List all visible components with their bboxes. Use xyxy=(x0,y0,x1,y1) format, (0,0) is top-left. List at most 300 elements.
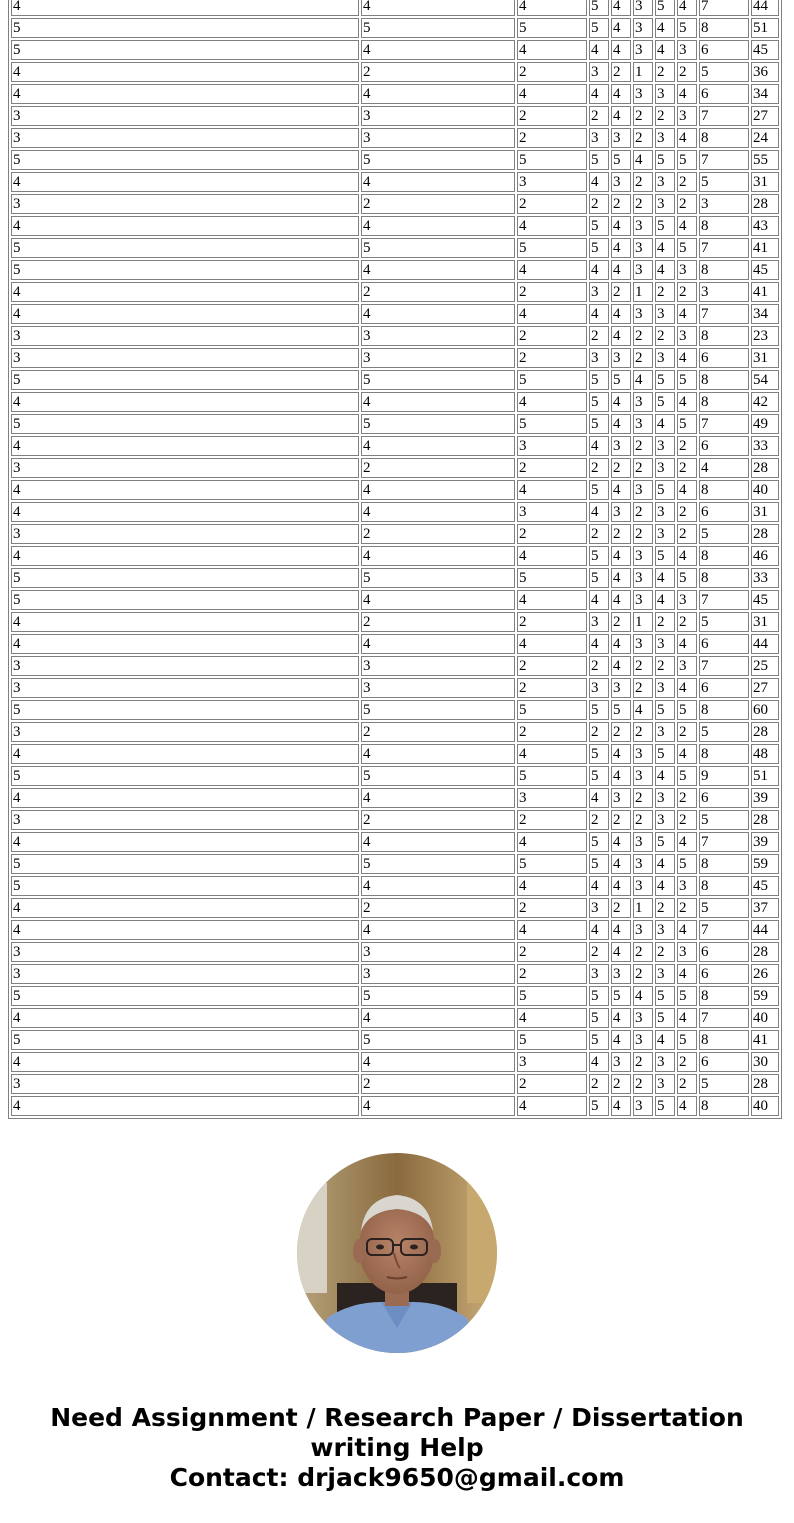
table-cell: 4 xyxy=(589,1052,609,1072)
table-cell: 34 xyxy=(751,84,779,104)
table-cell: 4 xyxy=(11,0,359,16)
table-cell: 5 xyxy=(589,216,609,236)
table-cell: 45 xyxy=(751,590,779,610)
table-cell: 4 xyxy=(11,898,359,918)
table-cell: 2 xyxy=(633,326,653,346)
table-cell: 2 xyxy=(589,942,609,962)
table-cell: 2 xyxy=(589,326,609,346)
table-cell: 4 xyxy=(611,942,631,962)
table-cell: 4 xyxy=(677,1096,697,1116)
table-cell: 4 xyxy=(589,304,609,324)
table-cell: 5 xyxy=(11,18,359,38)
table-cell: 4 xyxy=(517,392,587,412)
table-cell: 45 xyxy=(751,40,779,60)
table-row xyxy=(11,194,779,214)
table-cell: 5 xyxy=(11,238,359,258)
table-cell: 5 xyxy=(11,414,359,434)
table-cell: 2 xyxy=(633,788,653,808)
table-cell: 4 xyxy=(611,0,631,16)
table-row xyxy=(11,656,779,676)
table-cell: 3 xyxy=(589,62,609,82)
table-cell: 3 xyxy=(11,678,359,698)
table-cell: 5 xyxy=(11,150,359,170)
table-cell: 5 xyxy=(611,986,631,1006)
table-cell: 7 xyxy=(699,238,749,258)
table-cell: 4 xyxy=(11,62,359,82)
table-cell: 3 xyxy=(11,524,359,544)
table-cell: 44 xyxy=(751,920,779,940)
table-cell: 8 xyxy=(699,216,749,236)
table-cell: 3 xyxy=(517,172,587,192)
table-cell: 3 xyxy=(655,1074,675,1094)
table-cell: 8 xyxy=(699,854,749,874)
table-cell: 2 xyxy=(677,172,697,192)
table-row xyxy=(11,1096,779,1116)
table-cell: 5 xyxy=(699,898,749,918)
table-cell: 39 xyxy=(751,788,779,808)
table-cell: 3 xyxy=(11,106,359,126)
table-row xyxy=(11,612,779,632)
table-cell: 3 xyxy=(633,854,653,874)
table-cell: 3 xyxy=(11,942,359,962)
table-cell: 8 xyxy=(699,744,749,764)
table-cell: 27 xyxy=(751,106,779,126)
table-cell: 2 xyxy=(655,612,675,632)
table-row xyxy=(11,942,779,962)
table-cell: 4 xyxy=(11,502,359,522)
table-cell: 2 xyxy=(633,810,653,830)
table-cell: 5 xyxy=(589,392,609,412)
table-cell: 4 xyxy=(11,436,359,456)
table-cell: 3 xyxy=(633,414,653,434)
table-cell: 41 xyxy=(751,238,779,258)
table-cell: 4 xyxy=(611,106,631,126)
table-cell: 37 xyxy=(751,898,779,918)
table-cell: 4 xyxy=(655,1030,675,1050)
table-cell: 8 xyxy=(699,370,749,390)
table-cell: 5 xyxy=(655,0,675,16)
table-cell: 4 xyxy=(361,590,515,610)
table-cell: 4 xyxy=(11,172,359,192)
table-cell: 4 xyxy=(517,546,587,566)
table-cell: 4 xyxy=(11,634,359,654)
table-cell: 4 xyxy=(611,216,631,236)
table-cell: 39 xyxy=(751,832,779,852)
table-cell: 5 xyxy=(11,370,359,390)
table-cell: 3 xyxy=(361,678,515,698)
table-cell: 28 xyxy=(751,722,779,742)
table-cell: 5 xyxy=(611,700,631,720)
table-cell: 34 xyxy=(751,304,779,324)
table-row xyxy=(11,18,779,38)
table-cell: 4 xyxy=(677,348,697,368)
table-cell: 28 xyxy=(751,942,779,962)
table-cell: 5 xyxy=(517,414,587,434)
table-cell: 5 xyxy=(655,546,675,566)
table-cell: 3 xyxy=(655,348,675,368)
table-cell: 2 xyxy=(589,722,609,742)
table-cell: 5 xyxy=(589,150,609,170)
table-cell: 4 xyxy=(589,876,609,896)
table-row xyxy=(11,392,779,412)
table-cell: 1 xyxy=(633,898,653,918)
table-cell: 3 xyxy=(361,326,515,346)
table-cell: 2 xyxy=(517,282,587,302)
table-cell: 4 xyxy=(361,502,515,522)
table-cell: 5 xyxy=(677,700,697,720)
table-cell: 2 xyxy=(517,348,587,368)
table-cell: 3 xyxy=(611,788,631,808)
table-cell: 5 xyxy=(11,986,359,1006)
table-cell: 3 xyxy=(677,106,697,126)
table-row xyxy=(11,832,779,852)
table-cell: 3 xyxy=(633,766,653,786)
table-cell: 2 xyxy=(611,194,631,214)
table-cell: 4 xyxy=(655,568,675,588)
table-cell: 3 xyxy=(361,106,515,126)
table-cell: 5 xyxy=(655,1096,675,1116)
table-cell: 4 xyxy=(589,634,609,654)
table-row xyxy=(11,744,779,764)
table-row xyxy=(11,106,779,126)
table-cell: 5 xyxy=(589,854,609,874)
table-cell: 3 xyxy=(677,40,697,60)
data-table xyxy=(8,0,782,1119)
contact-email-line: Contact: drjack9650@gmail.com xyxy=(169,1463,625,1492)
table-cell: 2 xyxy=(611,282,631,302)
table-cell: 3 xyxy=(677,590,697,610)
table-cell: 4 xyxy=(11,612,359,632)
table-cell: 6 xyxy=(699,1052,749,1072)
table-cell: 3 xyxy=(633,920,653,940)
table-cell: 3 xyxy=(633,744,653,764)
table-cell: 3 xyxy=(589,128,609,148)
table-cell: 4 xyxy=(517,260,587,280)
table-cell: 5 xyxy=(517,700,587,720)
table-row xyxy=(11,920,779,940)
table-cell: 4 xyxy=(611,876,631,896)
table-cell: 5 xyxy=(361,150,515,170)
table-cell: 2 xyxy=(633,436,653,456)
table-cell: 3 xyxy=(11,810,359,830)
table-row xyxy=(11,898,779,918)
table-cell: 4 xyxy=(517,0,587,16)
table-cell: 3 xyxy=(633,304,653,324)
table-cell: 4 xyxy=(11,216,359,236)
table-cell: 2 xyxy=(361,722,515,742)
table-row xyxy=(11,1074,779,1094)
table-cell: 5 xyxy=(699,810,749,830)
table-cell: 3 xyxy=(633,832,653,852)
table-cell: 5 xyxy=(517,238,587,258)
table-cell: 5 xyxy=(655,216,675,236)
table-cell: 5 xyxy=(11,568,359,588)
table-cell: 59 xyxy=(751,986,779,1006)
table-cell: 43 xyxy=(751,216,779,236)
table-cell: 60 xyxy=(751,700,779,720)
table-cell: 5 xyxy=(589,1008,609,1028)
table-cell: 4 xyxy=(517,634,587,654)
table-cell: 4 xyxy=(611,238,631,258)
table-cell: 4 xyxy=(633,700,653,720)
table-cell: 4 xyxy=(611,392,631,412)
table-cell: 3 xyxy=(11,128,359,148)
table-cell: 2 xyxy=(677,436,697,456)
table-cell: 4 xyxy=(655,766,675,786)
table-cell: 4 xyxy=(677,216,697,236)
table-cell: 6 xyxy=(699,502,749,522)
table-cell: 3 xyxy=(611,1052,631,1072)
table-cell: 2 xyxy=(517,612,587,632)
table-cell: 54 xyxy=(751,370,779,390)
table-cell: 4 xyxy=(677,634,697,654)
table-cell: 3 xyxy=(633,876,653,896)
table-cell: 3 xyxy=(633,568,653,588)
table-cell: 4 xyxy=(655,414,675,434)
table-cell: 5 xyxy=(699,722,749,742)
table-cell: 3 xyxy=(633,18,653,38)
table-cell: 5 xyxy=(677,568,697,588)
table-row xyxy=(11,590,779,610)
table-cell: 4 xyxy=(677,84,697,104)
table-cell: 31 xyxy=(751,612,779,632)
table-cell: 8 xyxy=(699,260,749,280)
table-cell: 4 xyxy=(517,920,587,940)
table-row xyxy=(11,84,779,104)
table-cell: 4 xyxy=(11,392,359,412)
table-row xyxy=(11,238,779,258)
table-cell: 4 xyxy=(611,1096,631,1116)
table-cell: 3 xyxy=(633,40,653,60)
table-cell: 3 xyxy=(517,1052,587,1072)
table-cell: 24 xyxy=(751,128,779,148)
table-cell: 44 xyxy=(751,0,779,16)
table-cell: 2 xyxy=(677,788,697,808)
table-cell: 4 xyxy=(611,1008,631,1028)
table-cell: 3 xyxy=(589,898,609,918)
table-cell: 28 xyxy=(751,1074,779,1094)
table-cell: 28 xyxy=(751,458,779,478)
table-cell: 4 xyxy=(611,40,631,60)
table-cell: 2 xyxy=(361,62,515,82)
table-cell: 3 xyxy=(655,678,675,698)
table-cell: 2 xyxy=(633,502,653,522)
table-cell: 4 xyxy=(611,326,631,346)
table-cell: 25 xyxy=(751,656,779,676)
table-cell: 2 xyxy=(677,1052,697,1072)
table-cell: 4 xyxy=(589,590,609,610)
table-cell: 6 xyxy=(699,348,749,368)
table-cell: 5 xyxy=(589,700,609,720)
table-cell: 2 xyxy=(517,1074,587,1094)
table-row xyxy=(11,1052,779,1072)
table-row xyxy=(11,766,779,786)
table-cell: 46 xyxy=(751,546,779,566)
table-cell: 4 xyxy=(677,832,697,852)
table-cell: 4 xyxy=(517,1096,587,1116)
headline-line-1: Need Assignment / Research Paper / Dissertation xyxy=(50,1403,744,1432)
table-row xyxy=(11,1008,779,1028)
table-cell: 7 xyxy=(699,150,749,170)
table-cell: 5 xyxy=(655,370,675,390)
table-cell: 2 xyxy=(517,810,587,830)
data-table-body xyxy=(11,0,779,1116)
table-cell: 2 xyxy=(677,810,697,830)
table-cell: 3 xyxy=(11,656,359,676)
table-cell: 4 xyxy=(361,920,515,940)
table-cell: 5 xyxy=(589,0,609,16)
table-cell: 2 xyxy=(589,524,609,544)
table-row xyxy=(11,854,779,874)
table-cell: 3 xyxy=(633,1030,653,1050)
table-cell: 5 xyxy=(11,766,359,786)
table-cell: 1 xyxy=(633,612,653,632)
portrait-image xyxy=(297,1153,497,1353)
table-cell: 3 xyxy=(655,722,675,742)
table-cell: 6 xyxy=(699,436,749,456)
table-cell: 3 xyxy=(611,678,631,698)
table-cell: 4 xyxy=(361,260,515,280)
table-cell: 2 xyxy=(517,656,587,676)
table-cell: 7 xyxy=(699,106,749,126)
table-cell: 51 xyxy=(751,766,779,786)
table-cell: 4 xyxy=(677,744,697,764)
table-cell: 3 xyxy=(517,788,587,808)
table-row xyxy=(11,876,779,896)
table-cell: 7 xyxy=(699,0,749,16)
table-cell: 4 xyxy=(589,436,609,456)
table-cell: 4 xyxy=(611,634,631,654)
table-cell: 4 xyxy=(11,1096,359,1116)
table-row xyxy=(11,964,779,984)
table-row xyxy=(11,700,779,720)
table-cell: 3 xyxy=(655,964,675,984)
table-cell: 3 xyxy=(677,942,697,962)
table-cell: 5 xyxy=(361,568,515,588)
table-cell: 3 xyxy=(655,436,675,456)
table-cell: 40 xyxy=(751,1008,779,1028)
table-cell: 48 xyxy=(751,744,779,764)
table-cell: 3 xyxy=(699,194,749,214)
table-cell: 2 xyxy=(655,106,675,126)
table-row xyxy=(11,546,779,566)
table-cell: 4 xyxy=(677,964,697,984)
table-cell: 5 xyxy=(361,370,515,390)
table-cell: 4 xyxy=(361,788,515,808)
table-cell: 3 xyxy=(11,458,359,478)
table-cell: 2 xyxy=(655,656,675,676)
table-cell: 3 xyxy=(655,524,675,544)
table-cell: 4 xyxy=(517,40,587,60)
table-cell: 44 xyxy=(751,634,779,654)
table-cell: 4 xyxy=(11,1008,359,1028)
table-row xyxy=(11,524,779,544)
table-cell: 4 xyxy=(361,304,515,324)
table-cell: 4 xyxy=(611,590,631,610)
table-cell: 5 xyxy=(11,854,359,874)
table-cell: 28 xyxy=(751,524,779,544)
table-cell: 4 xyxy=(677,920,697,940)
table-cell: 2 xyxy=(517,458,587,478)
table-cell: 7 xyxy=(699,590,749,610)
table-cell: 4 xyxy=(517,832,587,852)
table-cell: 3 xyxy=(633,84,653,104)
table-cell: 5 xyxy=(589,238,609,258)
table-cell: 5 xyxy=(655,392,675,412)
table-cell: 5 xyxy=(517,150,587,170)
table-row xyxy=(11,722,779,742)
table-cell: 3 xyxy=(11,964,359,984)
table-cell: 5 xyxy=(361,1030,515,1050)
table-row xyxy=(11,810,779,830)
table-cell: 27 xyxy=(751,678,779,698)
table-cell: 5 xyxy=(677,150,697,170)
table-cell: 4 xyxy=(677,0,697,16)
table-cell: 45 xyxy=(751,260,779,280)
table-cell: 26 xyxy=(751,964,779,984)
table-cell: 2 xyxy=(517,524,587,544)
table-cell: 2 xyxy=(517,326,587,346)
table-cell: 42 xyxy=(751,392,779,412)
table-cell: 5 xyxy=(589,1096,609,1116)
table-cell: 4 xyxy=(11,744,359,764)
table-cell: 4 xyxy=(361,1052,515,1072)
table-cell: 7 xyxy=(699,832,749,852)
headline-line-2: writing Help xyxy=(310,1433,484,1462)
table-row xyxy=(11,458,779,478)
table-cell: 3 xyxy=(517,436,587,456)
table-cell: 2 xyxy=(677,282,697,302)
table-cell: 5 xyxy=(517,766,587,786)
table-cell: 4 xyxy=(655,18,675,38)
table-cell: 2 xyxy=(589,1074,609,1094)
table-cell: 4 xyxy=(611,546,631,566)
table-cell: 5 xyxy=(11,1030,359,1050)
table-cell: 2 xyxy=(589,810,609,830)
table-cell: 4 xyxy=(611,920,631,940)
table-cell: 3 xyxy=(611,436,631,456)
table-cell: 4 xyxy=(611,260,631,280)
table-cell: 6 xyxy=(699,942,749,962)
table-cell: 5 xyxy=(655,744,675,764)
table-cell: 3 xyxy=(633,590,653,610)
table-cell: 5 xyxy=(361,986,515,1006)
table-cell: 2 xyxy=(517,194,587,214)
table-cell: 5 xyxy=(11,590,359,610)
table-cell: 4 xyxy=(611,18,631,38)
table-cell: 2 xyxy=(361,282,515,302)
table-cell: 5 xyxy=(699,524,749,544)
table-cell: 8 xyxy=(699,392,749,412)
table-cell: 4 xyxy=(517,876,587,896)
table-cell: 7 xyxy=(699,1008,749,1028)
table-cell: 5 xyxy=(361,854,515,874)
table-cell: 2 xyxy=(677,458,697,478)
table-cell: 4 xyxy=(677,1008,697,1028)
table-cell: 2 xyxy=(677,898,697,918)
table-cell: 5 xyxy=(517,854,587,874)
table-cell: 3 xyxy=(655,502,675,522)
table-cell: 28 xyxy=(751,810,779,830)
table-cell: 5 xyxy=(589,568,609,588)
table-cell: 5 xyxy=(589,18,609,38)
table-cell: 4 xyxy=(361,172,515,192)
table-cell: 3 xyxy=(633,634,653,654)
table-cell: 4 xyxy=(611,84,631,104)
table-cell: 2 xyxy=(633,348,653,368)
table-cell: 5 xyxy=(677,414,697,434)
table-cell: 4 xyxy=(633,986,653,1006)
